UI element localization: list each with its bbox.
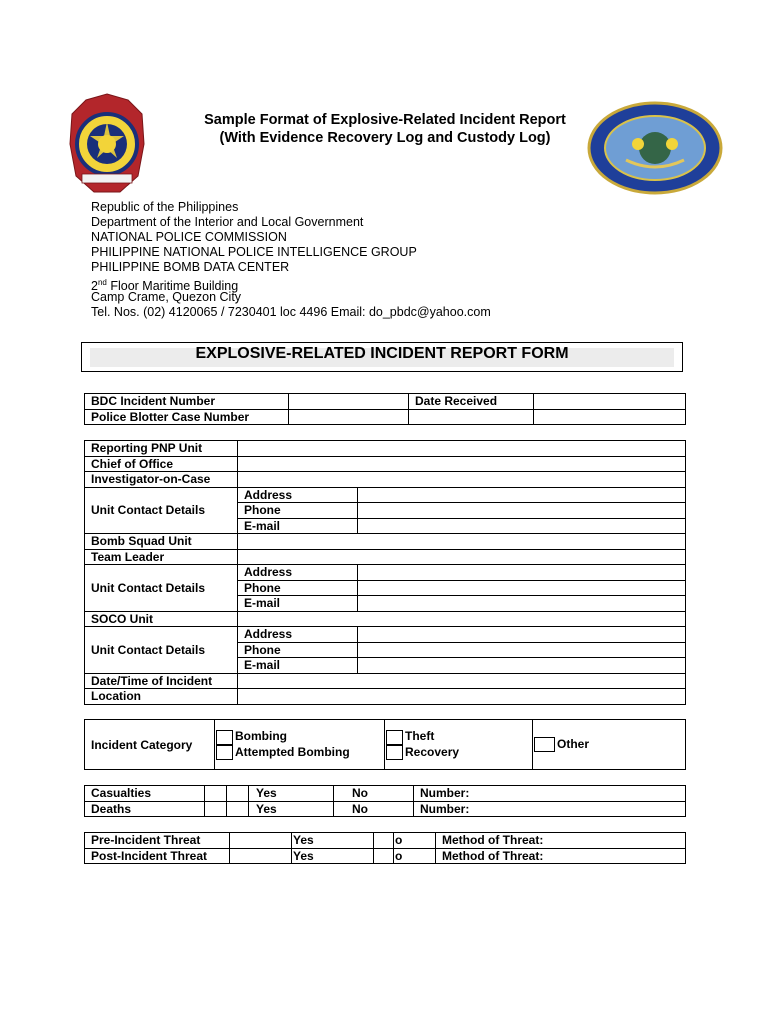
label-deaths-number[interactable]: Number:	[414, 801, 686, 817]
option-other[interactable]	[534, 737, 685, 752]
option-post-threat-no[interactable]: o	[394, 848, 436, 864]
unit-details-table	[84, 440, 686, 705]
field-address[interactable]	[358, 487, 686, 503]
field-address[interactable]	[358, 627, 686, 643]
address-line-pbdc: PHILIPPINE BOMB DATA CENTER	[91, 260, 290, 274]
field-location[interactable]	[238, 689, 686, 705]
field-bomb-squad-unit[interactable]	[238, 534, 686, 550]
label-address: Address	[238, 487, 358, 503]
label-email: E-mail	[238, 596, 358, 612]
option-bombing[interactable]	[216, 729, 384, 744]
address-line-napolcom: NATIONAL POLICE COMMISSION	[91, 230, 287, 244]
address-line-camp: Camp Crame, Quezon City	[91, 290, 242, 304]
document-title-line2: (With Evidence Recovery Log and Custody Log)	[219, 130, 551, 146]
category-group-theft	[385, 720, 533, 770]
category-group-other	[533, 720, 686, 770]
field-email[interactable]	[358, 658, 686, 674]
field-phone[interactable]	[358, 642, 686, 658]
option-post-threat-yes[interactable]: Yes	[292, 848, 374, 864]
checkbox-recovery[interactable]	[386, 745, 403, 760]
label-deaths: Deaths	[85, 801, 205, 817]
label-address: Address	[238, 627, 358, 643]
address-line-republic: Republic of the Philippines	[91, 200, 239, 214]
form-title-box	[81, 342, 683, 372]
label-unit-contact-details: Unit Contact Details	[85, 627, 238, 674]
label-casualties: Casualties	[85, 786, 205, 802]
field-post-threat-1[interactable]	[230, 848, 292, 864]
label-reporting-unit: Reporting PNP Unit	[85, 441, 238, 457]
field-datetime[interactable]	[238, 673, 686, 689]
threat-table	[84, 832, 686, 864]
document-title-line1: Sample Format of Explosive-Related Incident Report	[204, 112, 566, 128]
label-other: Other	[557, 736, 590, 751]
field-bdc-incident-number[interactable]	[289, 394, 409, 410]
option-theft[interactable]	[386, 729, 532, 744]
label-soco-unit: SOCO Unit	[85, 611, 238, 627]
label-phone: Phone	[238, 580, 358, 596]
label-email: E-mail	[238, 518, 358, 534]
option-attempted-bombing[interactable]	[216, 745, 384, 760]
casualties-table	[84, 785, 686, 817]
address-line-dilg: Department of the Interior and Local Government	[91, 215, 364, 229]
field-phone[interactable]	[358, 580, 686, 596]
checkbox-attempted-bombing[interactable]	[216, 745, 233, 760]
field-chief-of-office[interactable]	[238, 456, 686, 472]
option-casualties-yes[interactable]: Yes	[249, 786, 334, 802]
field-casualties-1[interactable]	[205, 786, 227, 802]
option-deaths-yes[interactable]: Yes	[249, 801, 334, 817]
label-team-leader: Team Leader	[85, 549, 238, 565]
field-soco-unit[interactable]	[238, 611, 686, 627]
option-deaths-no[interactable]: No	[334, 801, 414, 817]
label-chief-of-office: Chief of Office	[85, 456, 238, 472]
label-datetime: Date/Time of Incident	[85, 673, 238, 689]
field-post-threat-2[interactable]	[374, 848, 394, 864]
label-police-blotter: Police Blotter Case Number	[85, 409, 289, 425]
option-pre-threat-no[interactable]: o	[394, 833, 436, 849]
option-pre-threat-yes[interactable]: Yes	[292, 833, 374, 849]
address-line-contact: Tel. Nos. (02) 4120065 / 7230401 loc 4496 Email: do_pbdc@yahoo.com	[91, 305, 491, 319]
field-blotter-extra-2[interactable]	[534, 409, 686, 425]
option-recovery[interactable]	[386, 745, 532, 760]
field-blotter-extra-1[interactable]	[409, 409, 534, 425]
incident-number-table	[84, 393, 686, 425]
field-address[interactable]	[358, 565, 686, 581]
field-pre-threat-1[interactable]	[230, 833, 292, 849]
label-date-received: Date Received	[409, 394, 534, 410]
address-line-floor: 2nd Floor Maritime Building	[91, 278, 239, 294]
label-email: E-mail	[238, 658, 358, 674]
pbdc-logo	[586, 100, 724, 196]
field-deaths-2[interactable]	[227, 801, 249, 817]
label-address: Address	[238, 565, 358, 581]
field-casualties-2[interactable]	[227, 786, 249, 802]
label-pre-incident-threat: Pre-Incident Threat	[85, 833, 230, 849]
label-post-incident-threat: Post-Incident Threat	[85, 848, 230, 864]
checkbox-other[interactable]	[534, 737, 555, 752]
label-theft: Theft	[405, 729, 435, 744]
field-pre-threat-2[interactable]	[374, 833, 394, 849]
field-reporting-unit[interactable]	[238, 441, 686, 457]
field-team-leader[interactable]	[238, 549, 686, 565]
label-bomb-squad-unit: Bomb Squad Unit	[85, 534, 238, 550]
label-unit-contact-details: Unit Contact Details	[85, 565, 238, 612]
field-investigator[interactable]	[238, 472, 686, 488]
pnp-logo	[68, 92, 146, 196]
field-email[interactable]	[358, 518, 686, 534]
label-investigator: Investigator-on-Case	[85, 472, 238, 488]
category-group-bombing	[215, 720, 385, 770]
label-attempted-bombing: Attempted Bombing	[235, 744, 350, 759]
label-recovery: Recovery	[405, 744, 460, 759]
checkbox-theft[interactable]	[386, 730, 403, 745]
label-phone: Phone	[238, 503, 358, 519]
label-pre-method[interactable]: Method of Threat:	[436, 833, 686, 849]
checkbox-bombing[interactable]	[216, 730, 233, 745]
field-email[interactable]	[358, 596, 686, 612]
label-incident-category: Incident Category	[85, 720, 215, 770]
field-phone[interactable]	[358, 503, 686, 519]
label-bdc-incident-number: BDC Incident Number	[85, 394, 289, 410]
field-date-received[interactable]	[534, 394, 686, 410]
form-title: EXPLOSIVE-RELATED INCIDENT REPORT FORM	[195, 345, 569, 362]
label-bombing: Bombing	[235, 729, 287, 744]
label-casualties-number[interactable]: Number:	[414, 786, 686, 802]
option-casualties-no[interactable]: No	[334, 786, 414, 802]
field-police-blotter[interactable]	[289, 409, 409, 425]
label-phone: Phone	[238, 642, 358, 658]
address-line-pnpig: PHILIPPINE NATIONAL POLICE INTELLIGENCE GROUP	[91, 245, 417, 259]
incident-category-table	[84, 719, 686, 770]
label-unit-contact-details: Unit Contact Details	[85, 487, 238, 534]
label-post-method[interactable]: Method of Threat:	[436, 848, 686, 864]
label-location: Location	[85, 689, 238, 705]
field-deaths-1[interactable]	[205, 801, 227, 817]
